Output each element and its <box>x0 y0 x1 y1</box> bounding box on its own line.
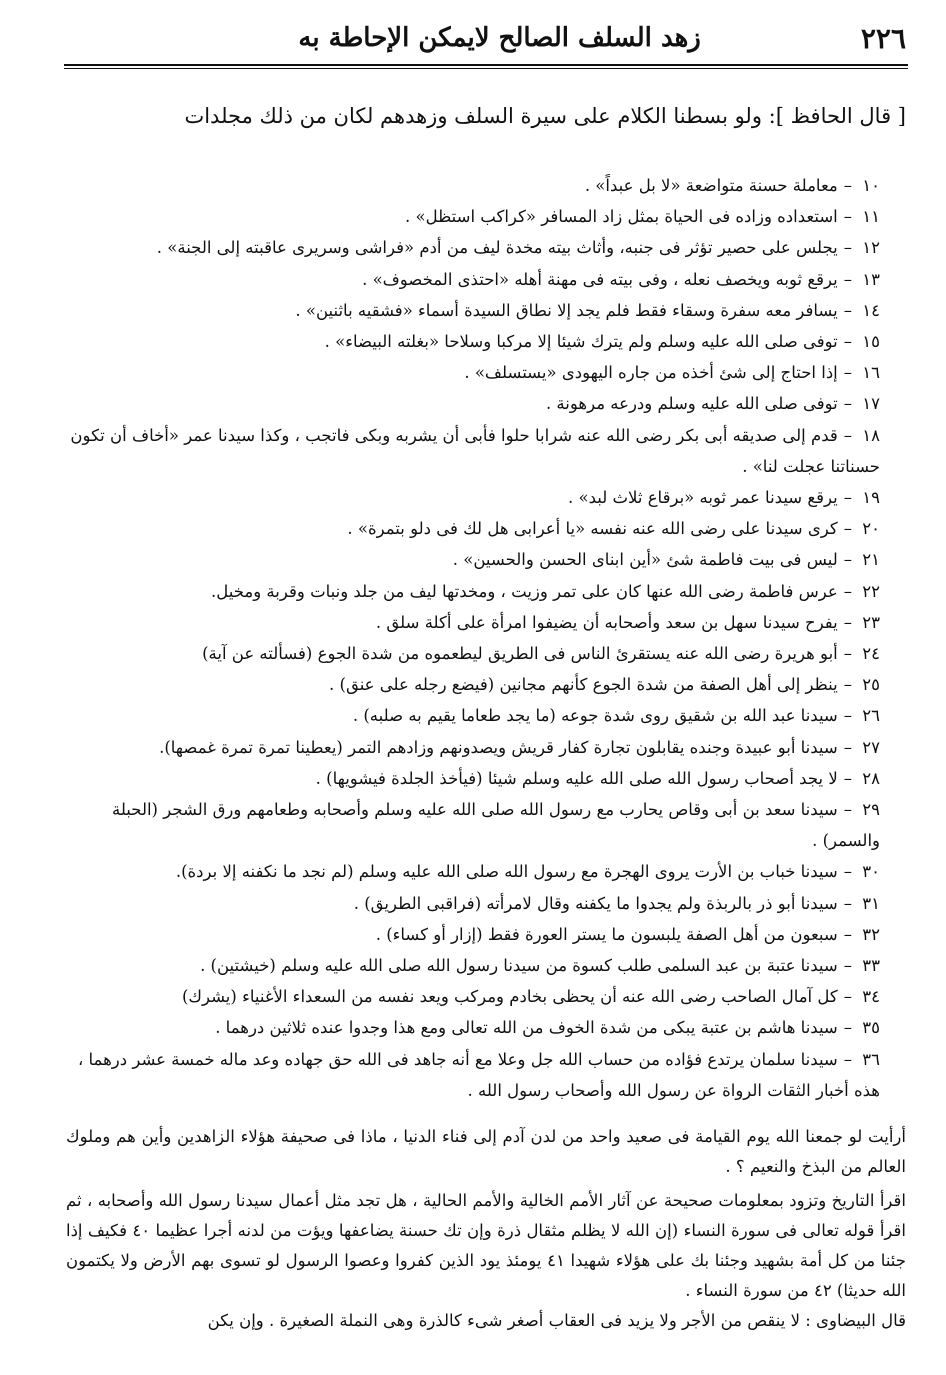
item-number: ١٦ <box>862 363 880 383</box>
item-number: ٢٩ <box>862 800 880 820</box>
item-number: ٣٠ <box>862 862 880 882</box>
item-dash: – <box>843 363 852 383</box>
list-item <box>66 264 880 295</box>
list-item <box>66 732 880 763</box>
list-item <box>66 420 880 482</box>
list-item <box>66 544 880 575</box>
item-dash: – <box>843 800 852 820</box>
list-item <box>66 638 880 669</box>
item-number: ١١ <box>862 207 880 227</box>
item-text: سيدنا سلمان يرتدع فؤاده من حساب الله جل وعلا مع أنه جاهد فى الله حق جهاده وعد ماله خمسة عشر درهما ، هذه أخبار الثقات الرواة عن رسول الله وأصحاب رسول الله . <box>77 1049 880 1100</box>
item-number: ٢١ <box>862 550 880 570</box>
item-text: سيدنا سعد بن أبى وقاص يحارب مع رسول الله صلى الله عليه وسلم وأصحابه وطعامهم ورق الشجر (الحبلة والسمر) . <box>112 800 880 851</box>
item-text: توفى صلى الله عليه وسلم ولم يترك شيئا إلا مركبا وسلاحا «بغلته البيضاء» . <box>324 332 838 352</box>
item-number: ١٥ <box>862 332 880 352</box>
item-text: استعداده وزاده فى الحياة بمثل زاد المسافر «كراكب استظل» . <box>405 207 838 227</box>
list-item <box>66 170 880 201</box>
item-dash: – <box>843 675 852 695</box>
list-item <box>66 576 880 607</box>
item-text: ينظر إلى أهل الصفة من شدة الجوع كأنهم مجانين (فيضع رجله على عنق) . <box>329 675 838 695</box>
item-number: ٣٥ <box>862 1018 880 1038</box>
item-dash: – <box>843 862 852 882</box>
numbered-list <box>66 170 880 1106</box>
intro-statement: [ قال الحافظ ]: ولو بسطنا الكلام على سيرة السلف وزهدهم لكان من ذلك مجلدات <box>184 104 906 128</box>
item-number: ٢٨ <box>862 768 880 788</box>
header-rule-thin <box>64 68 908 69</box>
item-text: كل آمال الصاحب رضى الله عنه أن يحظى بخادم ومركب ويعد نفسه من السعداء الأغنياء (يشرك) <box>181 987 838 1007</box>
list-item <box>66 888 880 919</box>
page-number: ٢٢٦ <box>860 21 906 55</box>
item-number: ٢٠ <box>862 519 880 539</box>
list-item <box>66 482 880 513</box>
item-number: ٣٣ <box>862 956 880 976</box>
item-dash: – <box>843 488 852 508</box>
item-number: ٢٧ <box>862 737 880 757</box>
list-item <box>66 201 880 232</box>
list-item <box>66 1012 880 1043</box>
item-number: ٢٢ <box>862 581 880 601</box>
list-item <box>66 856 880 887</box>
item-text: قدم إلى صديقه أبى بكر رضى الله عنه شرابا حلوا فأبى أن يشربه وبكى فاتجب ، وكذا سيدنا عمر «أخاف أن تكون حسناتنا عجلت لنا» . <box>70 425 880 476</box>
item-text: معاملة حسنة متواضعة «لا بل عبداً» . <box>584 176 838 195</box>
item-dash: – <box>843 519 852 539</box>
item-number: ١٢ <box>862 238 880 258</box>
item-dash: – <box>843 581 852 601</box>
item-text: سيدنا هاشم بن عتبة يبكى من شدة الخوف من الله تعالى ومع هذا وجدوا عنده ثلاثين درهما . <box>215 1018 838 1038</box>
paragraph: أرأيت لو جمعنا الله يوم القيامة فى صعيد واحد من لدن آدم إلى فناء الدنيا ، ماذا فى صحيفة هؤلاء الزاهدين وأين هم وملوك العالم من البذخ والنعيم ؟ . <box>66 1127 906 1176</box>
item-text: يرقع سيدنا عمر ثوبه «برقاع ثلاث لبد» . <box>568 488 838 508</box>
list-item <box>66 981 880 1012</box>
item-text: يفرح سيدنا سهل بن سعد وأصحابه أن يضيفوا امرأة على أكلة سلق . <box>375 612 838 632</box>
paragraph: اقرأ التاريخ وتزود بمعلومات صحيحة عن آثار الأمم الخالية والأمم الحالية ، هل تجد مثل أعمال سيدنا رسول الله وأصحابه ، ثم اقرأ قوله تعالى فى سورة النساء (إن الله لا يظلم مثقال ذرة وإن تك حسنة يضاعفها ويؤت من لدنه أجرا عظيما ٤٠ فكيف إذا جئنا من كل أمة بشهيد وجئنا بك على هؤلاء شهيدا ٤١ يومئذ يود الذين كفروا وعصوا الرسول لو تسوى بهم الأرض ولا يكتمون الله حديثا) ٤٢ من سورة النساء . <box>66 1191 906 1300</box>
item-text: يجلس على حصير تؤثر فى جنبه، وأثاث بيته مخدة ليف من أدم «فراشى وسريرى عاقبته إلى الجنة» . <box>156 238 838 258</box>
item-text: توفى صلى الله عليه وسلم ودرعه مرهونة . <box>545 394 838 414</box>
item-number: ١٩ <box>862 488 880 508</box>
list-item <box>66 1044 880 1106</box>
list-item <box>66 919 880 950</box>
item-dash: – <box>843 1018 852 1038</box>
header-rule <box>64 64 908 66</box>
item-dash: – <box>843 956 852 976</box>
item-text: سيدنا عبد الله بن شقيق روى شدة جوعه (ما يجد طعاما يقيم به صلبه) . <box>352 706 838 726</box>
page-header <box>62 14 906 62</box>
item-dash: – <box>843 332 852 352</box>
item-text: سبعون من أهل الصفة يلبسون ما يستر العورة فقط (إزار أو كساء) . <box>375 924 838 944</box>
item-number: ٢٤ <box>862 644 880 664</box>
item-dash: – <box>843 238 852 258</box>
item-number: ٣١ <box>862 893 880 913</box>
list-item <box>66 700 880 731</box>
item-number: ٣٦ <box>862 1049 880 1069</box>
item-number: ١٠ <box>862 176 880 195</box>
item-number: ٢٦ <box>862 706 880 726</box>
list-item <box>66 388 880 419</box>
item-number: ٣٢ <box>862 924 880 944</box>
item-dash: – <box>843 207 852 227</box>
list-item <box>66 763 880 794</box>
item-text: ليس فى بيت فاطمة شئ «أين ابناى الحسن والحسين» . <box>452 550 838 570</box>
item-number: ٢٥ <box>862 675 880 695</box>
item-dash: – <box>843 706 852 726</box>
item-dash: – <box>843 893 852 913</box>
item-dash: – <box>843 394 852 414</box>
paragraph: قال البيضاوى : لا ينقص من الأجر ولا يزيد فى العقاب أصغر شىء كالذرة وهى النملة الصغيرة . وإن يكن <box>207 1311 906 1330</box>
item-text: كرى سيدنا على رضى الله عنه نفسه «يا أعرابى هل لك فى دلو بتمرة» . <box>347 519 838 539</box>
item-number: ١٤ <box>862 300 880 320</box>
item-dash: – <box>843 768 852 788</box>
item-dash: – <box>843 987 852 1007</box>
item-dash: – <box>843 924 852 944</box>
item-text: سيدنا أبو عبيدة وجنده يقابلون تجارة كفار قريش ويصدونهم وزادهم التمر (يعطينا تمرة تمرة غمصها). <box>159 737 838 757</box>
item-number: ١٣ <box>862 269 880 289</box>
item-number: ١٨ <box>862 425 880 445</box>
item-text: يسافر معه سفرة وسقاء فقط فلم يجد إلا نطاق السيدة أسماء «فشقيه باثنين» . <box>295 300 838 320</box>
item-dash: – <box>843 550 852 570</box>
item-text: إذا احتاج إلى شئ أخذه من جاره اليهودى «يستسلف» . <box>464 363 838 383</box>
item-text: سيدنا أبو ذر بالربذة ولم يجدوا ما يكفنه وقال لامرأته (فراقبى الطريق) . <box>353 893 838 913</box>
item-dash: – <box>843 737 852 757</box>
list-item <box>66 232 880 263</box>
item-text: عرس فاطمة رضى الله عنها كان على تمر وزيت ، ومخدتها ليف من جلد ونبات وقربة ومخيل. <box>211 581 838 601</box>
item-text: سيدنا خباب بن الأرت يروى الهجرة مع رسول الله صلى الله عليه وسلم (لم نجد ما نكفنه إلا بردة). <box>175 862 838 882</box>
item-number: ٣٤ <box>862 987 880 1007</box>
item-number: ١٧ <box>862 394 880 414</box>
list-item <box>66 357 880 388</box>
running-title: زهد السلف الصالح لايمكن الإحاطة به <box>298 23 701 53</box>
item-dash: – <box>843 269 852 289</box>
list-item <box>66 607 880 638</box>
list-item <box>66 669 880 700</box>
list-item <box>66 950 880 981</box>
item-text: سيدنا عتبة بن عبد السلمى طلب كسوة من سيدنا رسول الله صلى الله عليه وسلم (خيشتين) . <box>200 956 838 976</box>
item-dash: – <box>843 1049 852 1069</box>
item-dash: – <box>843 176 852 195</box>
item-dash: – <box>843 644 852 664</box>
item-dash: – <box>843 300 852 320</box>
list-item <box>66 513 880 544</box>
list-item <box>66 295 880 326</box>
item-text: يرقع ثوبه ويخصف نعله ، وفى بيته فى مهنة أهله «احتذى المخصوف» . <box>362 269 838 289</box>
item-text: لا يجد أصحاب رسول الله صلى الله عليه وسلم شيئا (فيأخذ الجلدة فيشويها) . <box>315 768 838 788</box>
item-dash: – <box>843 425 852 445</box>
item-dash: – <box>843 612 852 632</box>
list-item <box>66 326 880 357</box>
list-item <box>66 794 880 856</box>
item-text: أبو هريرة رضى الله عنه يستقرئ الناس فى الطريق ليطعموه من شدة الجوع (فسألته عن آية) <box>202 644 838 664</box>
item-number: ٢٣ <box>862 612 880 632</box>
